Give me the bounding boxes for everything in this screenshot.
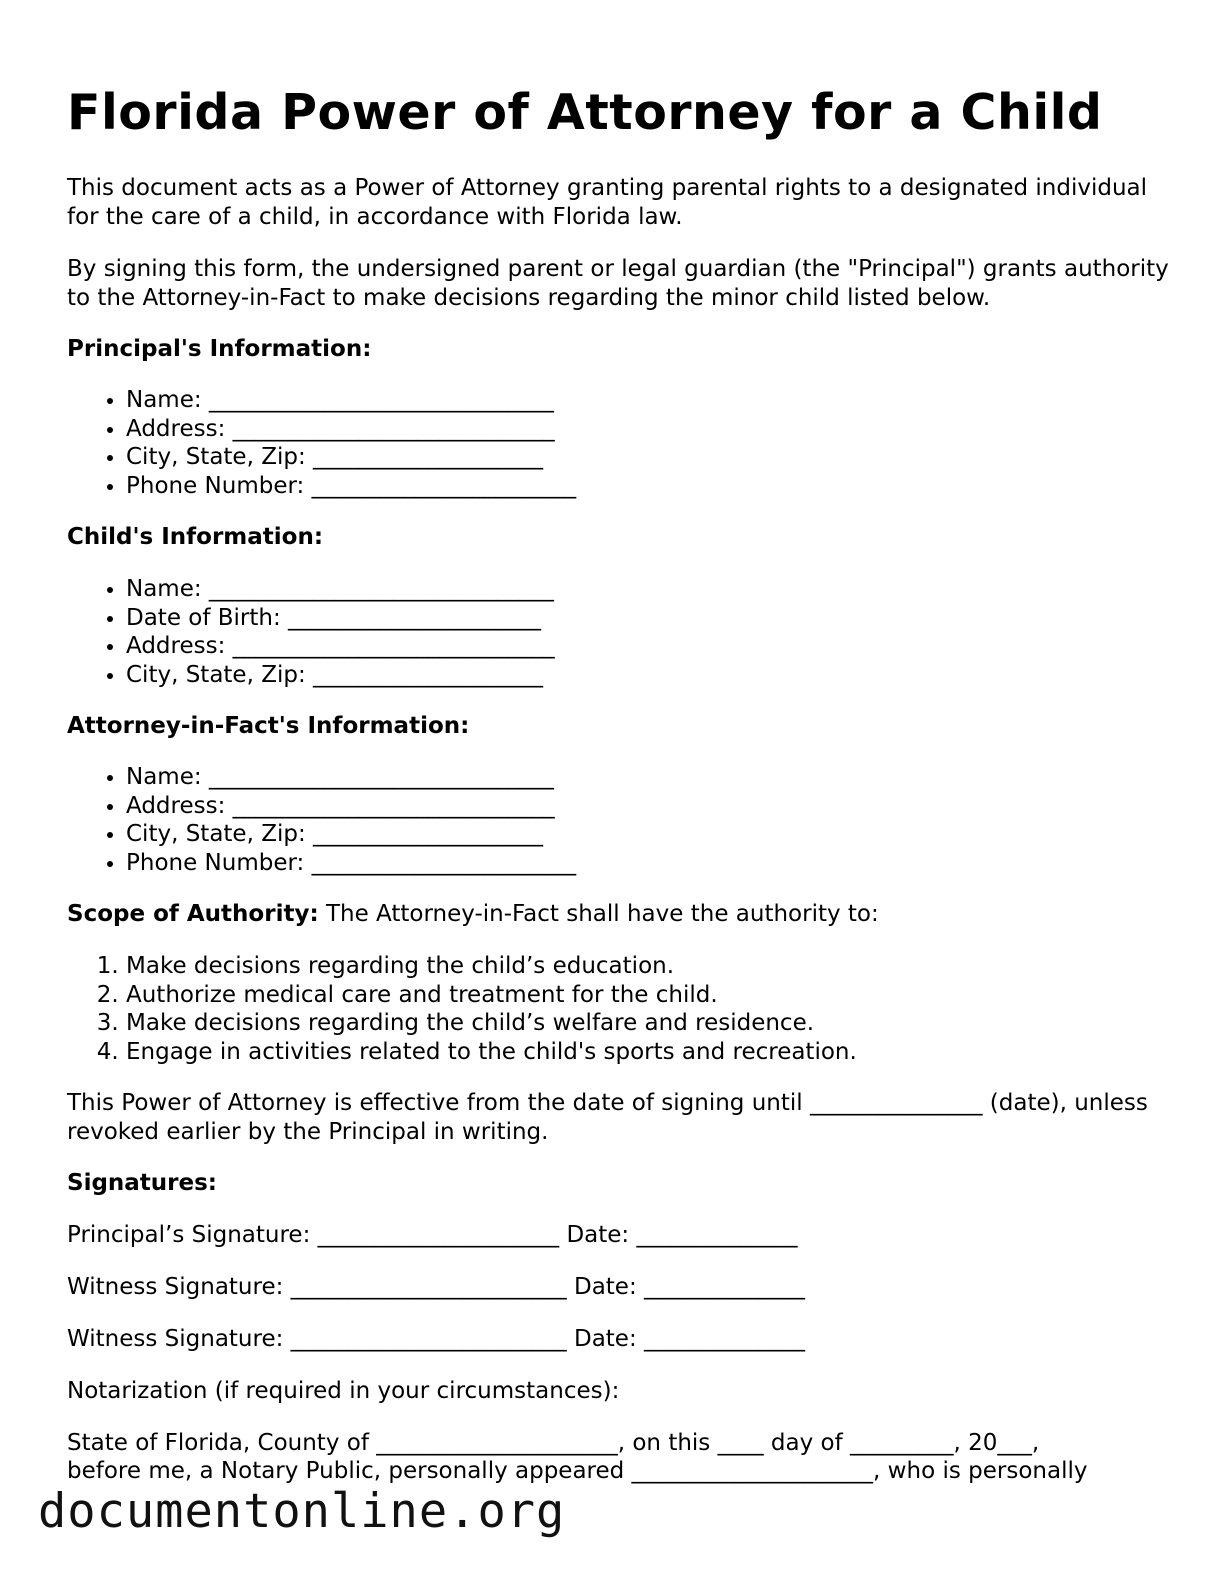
attorney-city-state-zip-field: • City, State, Zip: ____________________ xyxy=(126,820,576,849)
principal-fields-list xyxy=(67,386,576,500)
intro-paragraph: This document acts as a Power of Attorney granting parental rights to a designated individual for the care of a child, in accordance with Florida law. xyxy=(67,175,1148,230)
attorney-fields-list xyxy=(67,763,576,877)
notary-line-2: before me, a Notary Public, personally appeared _____________________, who is personally xyxy=(67,1458,1088,1484)
scope-heading: Scope of Authority: xyxy=(67,901,319,927)
scope-items-list xyxy=(67,952,857,1066)
principal-address-field: • Address: ____________________________ xyxy=(126,415,576,444)
child-city-state-zip-field: • City, State, Zip: ____________________ xyxy=(126,661,555,690)
principal-name-field: • Name: ______________________________ xyxy=(126,386,576,415)
principal-city-state-zip-field: • City, State, Zip: ____________________ xyxy=(126,443,576,472)
attorney-address-field: • Address: ____________________________ xyxy=(126,792,576,821)
principal-phone-field: • Phone Number: _______________________ xyxy=(126,472,576,501)
scope-paragraph xyxy=(67,900,1177,929)
principal-heading: Principal's Information: xyxy=(67,336,372,362)
child-name-field: • Name: ______________________________ xyxy=(126,575,555,604)
scope-item-welfare: 3. Make decisions regarding the child’s welfare and residence. xyxy=(126,1009,857,1038)
notary-line-1: State of Florida, County of _____________________, on this ____ day of _________, 20___, xyxy=(67,1430,1040,1456)
scope-text: The Attorney-in-Fact shall have the authority to: xyxy=(318,901,879,927)
child-heading: Child's Information: xyxy=(67,524,324,550)
child-dob-field: • Date of Birth: ______________________ xyxy=(126,604,555,633)
child-address-field: • Address: ____________________________ xyxy=(126,632,555,661)
scope-item-education: 1. Make decisions regarding the child’s education. xyxy=(126,952,857,981)
witness-signature-line-1: Witness Signature: ________________________ Date: ______________ xyxy=(67,1274,806,1300)
notarization-heading: Notarization (if required in your circumstances): xyxy=(67,1378,620,1404)
witness-signature-line-2: Witness Signature: ________________________ Date: ______________ xyxy=(67,1326,806,1352)
document-title: Florida Power of Attorney for a Child xyxy=(67,84,1103,141)
signatures-heading: Signatures: xyxy=(67,1170,218,1196)
attorney-heading: Attorney-in-Fact's Information: xyxy=(67,713,470,739)
effective-paragraph: This Power of Attorney is effective from the date of signing until _______________ (date), unless revoked earlier by the Principal in writing. xyxy=(67,1090,1148,1145)
attorney-phone-field: • Phone Number: _______________________ xyxy=(126,849,576,878)
scope-item-sports: 4. Engage in activities related to the child's sports and recreation. xyxy=(126,1038,857,1067)
child-fields-list xyxy=(67,575,555,689)
scope-item-medical: 2. Authorize medical care and treatment for the child. xyxy=(126,981,857,1010)
principal-signature-line: Principal’s Signature: _____________________ Date: ______________ xyxy=(67,1222,798,1248)
grant-paragraph: By signing this form, the undersigned parent or legal guardian (the "Principal") grants authority to the Attorney-in-Fact to make decisions regarding the minor child listed below. xyxy=(67,256,1169,311)
attorney-name-field: • Name: ______________________________ xyxy=(126,763,576,792)
watermark-text: documentonline.org xyxy=(38,1484,566,1539)
